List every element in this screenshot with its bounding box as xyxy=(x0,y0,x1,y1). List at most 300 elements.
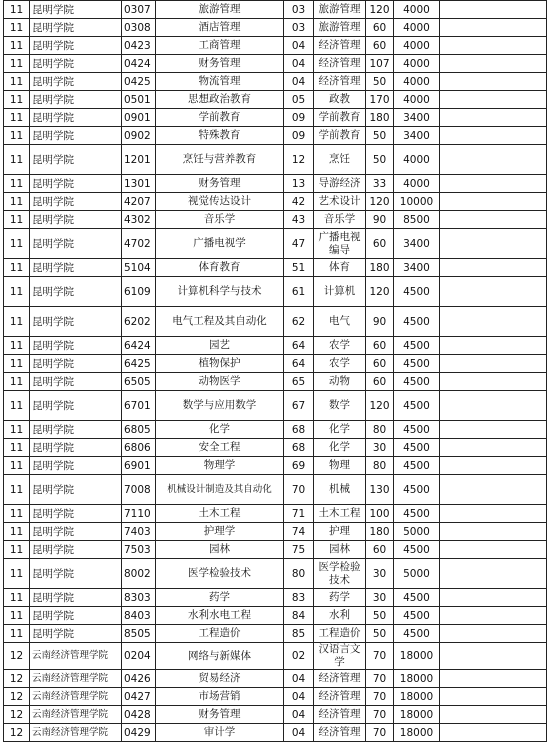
tuition-fee-cell: 4500 xyxy=(394,337,440,355)
tuition-fee-cell: 4500 xyxy=(394,625,440,643)
remarks-cell xyxy=(440,193,547,211)
remarks-cell xyxy=(440,73,547,91)
table-body xyxy=(4,1,547,742)
category-code-cell: 09 xyxy=(284,127,314,145)
remarks-cell xyxy=(440,127,547,145)
major-code-cell: 0901 xyxy=(122,109,156,127)
plan-count-cell: 70 xyxy=(366,724,394,742)
school-name-cell: 昆明学院 xyxy=(30,211,122,229)
plan-count-cell: 180 xyxy=(366,109,394,127)
category-code-cell: 83 xyxy=(284,589,314,607)
tuition-fee-cell: 4500 xyxy=(394,391,440,421)
remarks-cell xyxy=(440,391,547,421)
school-code-cell: 11 xyxy=(4,37,30,55)
major-code-cell: 0423 xyxy=(122,37,156,55)
category-code-cell: 02 xyxy=(284,643,314,670)
admission-plan-table xyxy=(3,0,547,742)
plan-count-cell: 107 xyxy=(366,55,394,73)
school-name-cell: 云南经济管理学院 xyxy=(30,670,122,688)
table-row xyxy=(4,37,547,55)
category-name-cell: 导游经济 xyxy=(314,175,366,193)
tuition-fee-cell: 3400 xyxy=(394,109,440,127)
major-code-cell: 0902 xyxy=(122,127,156,145)
school-name-cell: 昆明学院 xyxy=(30,175,122,193)
table-row xyxy=(4,259,547,277)
school-code-cell: 11 xyxy=(4,145,30,175)
major-name-cell: 机械设计制造及其自动化 xyxy=(156,475,284,505)
table-row xyxy=(4,127,547,145)
plan-count-cell: 70 xyxy=(366,706,394,724)
major-code-cell: 7403 xyxy=(122,523,156,541)
remarks-cell xyxy=(440,475,547,505)
major-name-cell: 烹饪与营养教育 xyxy=(156,145,284,175)
remarks-cell xyxy=(440,724,547,742)
plan-count-cell: 50 xyxy=(366,127,394,145)
major-code-cell: 0425 xyxy=(122,73,156,91)
school-code-cell: 12 xyxy=(4,688,30,706)
category-code-cell: 04 xyxy=(284,37,314,55)
school-name-cell: 昆明学院 xyxy=(30,559,122,589)
plan-count-cell: 120 xyxy=(366,277,394,307)
table-row xyxy=(4,457,547,475)
major-name-cell: 学前教育 xyxy=(156,109,284,127)
tuition-fee-cell: 4000 xyxy=(394,37,440,55)
table-row xyxy=(4,19,547,37)
category-name-cell: 音乐学 xyxy=(314,211,366,229)
remarks-cell xyxy=(440,541,547,559)
major-name-cell: 土木工程 xyxy=(156,505,284,523)
category-code-cell: 70 xyxy=(284,475,314,505)
tuition-fee-cell: 4500 xyxy=(394,439,440,457)
table-row xyxy=(4,373,547,391)
plan-count-cell: 50 xyxy=(366,73,394,91)
school-code-cell: 12 xyxy=(4,643,30,670)
tuition-fee-cell: 4500 xyxy=(394,457,440,475)
remarks-cell xyxy=(440,670,547,688)
major-name-cell: 网络与新媒体 xyxy=(156,643,284,670)
tuition-fee-cell: 3400 xyxy=(394,127,440,145)
category-code-cell: 03 xyxy=(284,19,314,37)
major-name-cell: 贸易经济 xyxy=(156,670,284,688)
major-code-cell: 6202 xyxy=(122,307,156,337)
plan-count-cell: 30 xyxy=(366,559,394,589)
category-code-cell: 64 xyxy=(284,355,314,373)
plan-count-cell: 100 xyxy=(366,505,394,523)
school-code-cell: 11 xyxy=(4,523,30,541)
remarks-cell xyxy=(440,109,547,127)
plan-count-cell: 80 xyxy=(366,421,394,439)
school-name-cell: 昆明学院 xyxy=(30,589,122,607)
major-name-cell: 广播电视学 xyxy=(156,229,284,259)
category-code-cell: 04 xyxy=(284,688,314,706)
major-code-cell: 0428 xyxy=(122,706,156,724)
tuition-fee-cell: 4000 xyxy=(394,175,440,193)
school-code-cell: 11 xyxy=(4,541,30,559)
category-name-cell: 汉语言文学 xyxy=(314,643,366,670)
major-name-cell: 物流管理 xyxy=(156,73,284,91)
remarks-cell xyxy=(440,259,547,277)
major-code-cell: 7110 xyxy=(122,505,156,523)
remarks-cell xyxy=(440,421,547,439)
school-name-cell: 昆明学院 xyxy=(30,193,122,211)
tuition-fee-cell: 4500 xyxy=(394,307,440,337)
remarks-cell xyxy=(440,145,547,175)
school-code-cell: 11 xyxy=(4,439,30,457)
major-code-cell: 6701 xyxy=(122,391,156,421)
category-code-cell: 04 xyxy=(284,670,314,688)
major-name-cell: 思想政治教育 xyxy=(156,91,284,109)
plan-count-cell: 60 xyxy=(366,337,394,355)
major-name-cell: 园林 xyxy=(156,541,284,559)
plan-count-cell: 50 xyxy=(366,625,394,643)
plan-count-cell: 60 xyxy=(366,37,394,55)
school-code-cell: 11 xyxy=(4,55,30,73)
table-row xyxy=(4,505,547,523)
category-name-cell: 动物 xyxy=(314,373,366,391)
school-name-cell: 昆明学院 xyxy=(30,307,122,337)
category-name-cell: 烹饪 xyxy=(314,145,366,175)
category-name-cell: 医学检验技术 xyxy=(314,559,366,589)
category-name-cell: 艺术设计 xyxy=(314,193,366,211)
plan-count-cell: 60 xyxy=(366,355,394,373)
table-row xyxy=(4,229,547,259)
category-code-cell: 74 xyxy=(284,523,314,541)
school-code-cell: 11 xyxy=(4,421,30,439)
major-code-cell: 0426 xyxy=(122,670,156,688)
category-name-cell: 经济管理 xyxy=(314,55,366,73)
major-code-cell: 5104 xyxy=(122,259,156,277)
category-code-cell: 04 xyxy=(284,724,314,742)
major-name-cell: 工程造价 xyxy=(156,625,284,643)
major-name-cell: 音乐学 xyxy=(156,211,284,229)
table-row xyxy=(4,421,547,439)
category-code-cell: 51 xyxy=(284,259,314,277)
school-code-cell: 11 xyxy=(4,229,30,259)
category-code-cell: 05 xyxy=(284,91,314,109)
school-name-cell: 昆明学院 xyxy=(30,1,122,19)
tuition-fee-cell: 4500 xyxy=(394,607,440,625)
category-code-cell: 04 xyxy=(284,55,314,73)
major-name-cell: 酒店管理 xyxy=(156,19,284,37)
major-code-cell: 4207 xyxy=(122,193,156,211)
table-row xyxy=(4,355,547,373)
category-name-cell: 经济管理 xyxy=(314,724,366,742)
school-name-cell: 昆明学院 xyxy=(30,337,122,355)
school-name-cell: 昆明学院 xyxy=(30,277,122,307)
plan-count-cell: 170 xyxy=(366,91,394,109)
plan-count-cell: 90 xyxy=(366,211,394,229)
major-code-cell: 4702 xyxy=(122,229,156,259)
major-code-cell: 0308 xyxy=(122,19,156,37)
school-name-cell: 云南经济管理学院 xyxy=(30,706,122,724)
school-code-cell: 12 xyxy=(4,670,30,688)
category-name-cell: 计算机 xyxy=(314,277,366,307)
major-code-cell: 6505 xyxy=(122,373,156,391)
remarks-cell xyxy=(440,37,547,55)
major-code-cell: 6806 xyxy=(122,439,156,457)
remarks-cell xyxy=(440,625,547,643)
tuition-fee-cell: 4000 xyxy=(394,91,440,109)
school-name-cell: 昆明学院 xyxy=(30,439,122,457)
school-name-cell: 昆明学院 xyxy=(30,145,122,175)
tuition-fee-cell: 4500 xyxy=(394,541,440,559)
table-row xyxy=(4,670,547,688)
tuition-fee-cell: 4000 xyxy=(394,55,440,73)
category-name-cell: 经济管理 xyxy=(314,37,366,55)
category-name-cell: 政教 xyxy=(314,91,366,109)
table-row xyxy=(4,706,547,724)
school-name-cell: 昆明学院 xyxy=(30,421,122,439)
category-name-cell: 化学 xyxy=(314,439,366,457)
table-row xyxy=(4,277,547,307)
table-row xyxy=(4,541,547,559)
school-name-cell: 昆明学院 xyxy=(30,109,122,127)
school-name-cell: 昆明学院 xyxy=(30,523,122,541)
category-name-cell: 经济管理 xyxy=(314,670,366,688)
remarks-cell xyxy=(440,607,547,625)
remarks-cell xyxy=(440,211,547,229)
school-name-cell: 云南经济管理学院 xyxy=(30,724,122,742)
school-code-cell: 11 xyxy=(4,607,30,625)
plan-count-cell: 60 xyxy=(366,19,394,37)
table-row xyxy=(4,391,547,421)
table-row xyxy=(4,724,547,742)
school-code-cell: 11 xyxy=(4,559,30,589)
table-row xyxy=(4,109,547,127)
major-name-cell: 医学检验技术 xyxy=(156,559,284,589)
major-name-cell: 计算机科学与技术 xyxy=(156,277,284,307)
school-name-cell: 云南经济管理学院 xyxy=(30,643,122,670)
major-code-cell: 0501 xyxy=(122,91,156,109)
major-code-cell: 1301 xyxy=(122,175,156,193)
plan-count-cell: 120 xyxy=(366,391,394,421)
major-name-cell: 植物保护 xyxy=(156,355,284,373)
category-name-cell: 护理 xyxy=(314,523,366,541)
category-name-cell: 水利 xyxy=(314,607,366,625)
plan-count-cell: 30 xyxy=(366,589,394,607)
school-code-cell: 11 xyxy=(4,475,30,505)
category-code-cell: 62 xyxy=(284,307,314,337)
major-code-cell: 0204 xyxy=(122,643,156,670)
category-name-cell: 工程造价 xyxy=(314,625,366,643)
school-name-cell: 昆明学院 xyxy=(30,391,122,421)
category-name-cell: 土木工程 xyxy=(314,505,366,523)
major-name-cell: 园艺 xyxy=(156,337,284,355)
category-code-cell: 12 xyxy=(284,145,314,175)
major-name-cell: 动物医学 xyxy=(156,373,284,391)
category-code-cell: 65 xyxy=(284,373,314,391)
category-name-cell: 化学 xyxy=(314,421,366,439)
school-name-cell: 昆明学院 xyxy=(30,127,122,145)
table-row xyxy=(4,1,547,19)
plan-count-cell: 120 xyxy=(366,193,394,211)
plan-count-cell: 180 xyxy=(366,259,394,277)
category-name-cell: 机械 xyxy=(314,475,366,505)
category-code-cell: 69 xyxy=(284,457,314,475)
category-name-cell: 经济管理 xyxy=(314,706,366,724)
table-row xyxy=(4,175,547,193)
major-name-cell: 工商管理 xyxy=(156,37,284,55)
major-name-cell: 审计学 xyxy=(156,724,284,742)
school-code-cell: 11 xyxy=(4,127,30,145)
major-name-cell: 视觉传达设计 xyxy=(156,193,284,211)
major-code-cell: 1201 xyxy=(122,145,156,175)
school-name-cell: 昆明学院 xyxy=(30,505,122,523)
major-name-cell: 财务管理 xyxy=(156,55,284,73)
school-code-cell: 11 xyxy=(4,505,30,523)
category-code-cell: 09 xyxy=(284,109,314,127)
category-name-cell: 经济管理 xyxy=(314,73,366,91)
category-name-cell: 旅游管理 xyxy=(314,19,366,37)
remarks-cell xyxy=(440,523,547,541)
major-name-cell: 市场营销 xyxy=(156,688,284,706)
category-code-cell: 04 xyxy=(284,706,314,724)
school-code-cell: 11 xyxy=(4,1,30,19)
major-code-cell: 8303 xyxy=(122,589,156,607)
tuition-fee-cell: 18000 xyxy=(394,643,440,670)
tuition-fee-cell: 3400 xyxy=(394,259,440,277)
remarks-cell xyxy=(440,706,547,724)
remarks-cell xyxy=(440,643,547,670)
major-name-cell: 水利水电工程 xyxy=(156,607,284,625)
tuition-fee-cell: 3400 xyxy=(394,229,440,259)
major-code-cell: 6424 xyxy=(122,337,156,355)
remarks-cell xyxy=(440,91,547,109)
tuition-fee-cell: 4500 xyxy=(394,355,440,373)
admission-table-container xyxy=(3,0,546,742)
tuition-fee-cell: 4500 xyxy=(394,475,440,505)
table-row xyxy=(4,211,547,229)
plan-count-cell: 30 xyxy=(366,439,394,457)
category-name-cell: 农学 xyxy=(314,337,366,355)
school-name-cell: 昆明学院 xyxy=(30,37,122,55)
major-code-cell: 8403 xyxy=(122,607,156,625)
school-code-cell: 11 xyxy=(4,193,30,211)
school-code-cell: 11 xyxy=(4,73,30,91)
school-name-cell: 昆明学院 xyxy=(30,475,122,505)
school-code-cell: 11 xyxy=(4,337,30,355)
tuition-fee-cell: 4000 xyxy=(394,1,440,19)
remarks-cell xyxy=(440,457,547,475)
category-code-cell: 43 xyxy=(284,211,314,229)
tuition-fee-cell: 18000 xyxy=(394,688,440,706)
category-name-cell: 学前教育 xyxy=(314,109,366,127)
remarks-cell xyxy=(440,55,547,73)
major-name-cell: 财务管理 xyxy=(156,175,284,193)
major-name-cell: 化学 xyxy=(156,421,284,439)
school-code-cell: 11 xyxy=(4,391,30,421)
school-name-cell: 昆明学院 xyxy=(30,625,122,643)
major-code-cell: 0424 xyxy=(122,55,156,73)
school-code-cell: 11 xyxy=(4,457,30,475)
remarks-cell xyxy=(440,229,547,259)
remarks-cell xyxy=(440,589,547,607)
category-code-cell: 64 xyxy=(284,337,314,355)
table-row xyxy=(4,193,547,211)
table-row xyxy=(4,439,547,457)
plan-count-cell: 33 xyxy=(366,175,394,193)
category-code-cell: 67 xyxy=(284,391,314,421)
table-row xyxy=(4,625,547,643)
school-name-cell: 昆明学院 xyxy=(30,73,122,91)
tuition-fee-cell: 4500 xyxy=(394,421,440,439)
major-code-cell: 8002 xyxy=(122,559,156,589)
category-name-cell: 物理 xyxy=(314,457,366,475)
school-code-cell: 11 xyxy=(4,109,30,127)
remarks-cell xyxy=(440,355,547,373)
plan-count-cell: 60 xyxy=(366,229,394,259)
major-code-cell: 0307 xyxy=(122,1,156,19)
category-name-cell: 药学 xyxy=(314,589,366,607)
major-name-cell: 特殊教育 xyxy=(156,127,284,145)
remarks-cell xyxy=(440,1,547,19)
school-name-cell: 云南经济管理学院 xyxy=(30,688,122,706)
school-name-cell: 昆明学院 xyxy=(30,457,122,475)
table-row xyxy=(4,91,547,109)
plan-count-cell: 50 xyxy=(366,145,394,175)
category-code-cell: 80 xyxy=(284,559,314,589)
category-name-cell: 旅游管理 xyxy=(314,1,366,19)
plan-count-cell: 80 xyxy=(366,457,394,475)
plan-count-cell: 120 xyxy=(366,1,394,19)
category-code-cell: 04 xyxy=(284,73,314,91)
plan-count-cell: 70 xyxy=(366,670,394,688)
plan-count-cell: 90 xyxy=(366,307,394,337)
remarks-cell xyxy=(440,175,547,193)
plan-count-cell: 70 xyxy=(366,688,394,706)
school-code-cell: 12 xyxy=(4,706,30,724)
table-row xyxy=(4,307,547,337)
major-name-cell: 财务管理 xyxy=(156,706,284,724)
major-name-cell: 旅游管理 xyxy=(156,1,284,19)
category-name-cell: 学前教育 xyxy=(314,127,366,145)
tuition-fee-cell: 4500 xyxy=(394,373,440,391)
plan-count-cell: 70 xyxy=(366,643,394,670)
tuition-fee-cell: 10000 xyxy=(394,193,440,211)
tuition-fee-cell: 4500 xyxy=(394,589,440,607)
school-code-cell: 11 xyxy=(4,211,30,229)
category-code-cell: 61 xyxy=(284,277,314,307)
school-name-cell: 昆明学院 xyxy=(30,607,122,625)
major-code-cell: 6109 xyxy=(122,277,156,307)
tuition-fee-cell: 4500 xyxy=(394,277,440,307)
school-code-cell: 11 xyxy=(4,589,30,607)
major-name-cell: 电气工程及其自动化 xyxy=(156,307,284,337)
school-code-cell: 11 xyxy=(4,91,30,109)
school-name-cell: 昆明学院 xyxy=(30,229,122,259)
major-code-cell: 7008 xyxy=(122,475,156,505)
category-name-cell: 体育 xyxy=(314,259,366,277)
plan-count-cell: 130 xyxy=(366,475,394,505)
school-code-cell: 12 xyxy=(4,724,30,742)
major-name-cell: 数学与应用数学 xyxy=(156,391,284,421)
school-code-cell: 11 xyxy=(4,277,30,307)
tuition-fee-cell: 4500 xyxy=(394,505,440,523)
table-row xyxy=(4,337,547,355)
category-code-cell: 03 xyxy=(284,1,314,19)
category-code-cell: 85 xyxy=(284,625,314,643)
major-code-cell: 0427 xyxy=(122,688,156,706)
school-code-cell: 11 xyxy=(4,355,30,373)
category-code-cell: 75 xyxy=(284,541,314,559)
category-code-cell: 13 xyxy=(284,175,314,193)
tuition-fee-cell: 18000 xyxy=(394,724,440,742)
major-name-cell: 安全工程 xyxy=(156,439,284,457)
major-code-cell: 4302 xyxy=(122,211,156,229)
tuition-fee-cell: 18000 xyxy=(394,706,440,724)
tuition-fee-cell: 5000 xyxy=(394,559,440,589)
table-row xyxy=(4,559,547,589)
